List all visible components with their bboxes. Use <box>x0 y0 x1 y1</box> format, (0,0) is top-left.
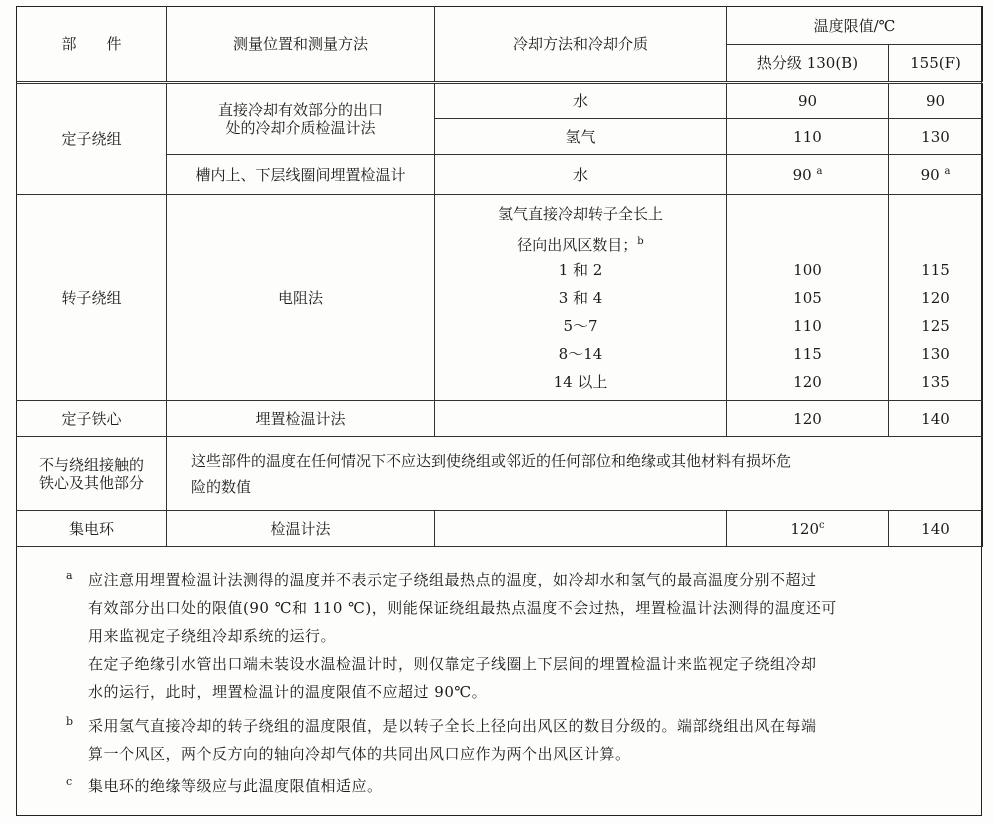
limit-class-b: 110 <box>727 119 889 155</box>
limit-value: 110 <box>793 316 822 335</box>
limit-class-f: 140 <box>889 511 983 547</box>
footnote-line: 有效部分出口处的限值(90 ℃和 110 ℃)，则能保证绕组最热点温度不会过热，埋置检温计法测得的温度还可 <box>88 599 837 617</box>
limit-value: 125 <box>921 316 950 335</box>
stator-core-label: 定子铁心 <box>17 401 167 437</box>
limit-value: 120 <box>793 372 822 391</box>
other-parts-text-line: 险的数值 <box>191 477 252 496</box>
cooling-medium: 水 <box>435 155 727 195</box>
header-temperature-limit: 温度限值/℃ <box>727 7 983 45</box>
header-part: 部 件 <box>17 7 167 83</box>
limit-class-f: 140 <box>889 401 983 437</box>
limit-value: 130 <box>921 344 950 363</box>
rotor-cooling-line <box>435 228 726 256</box>
other-parts-label-line: 铁心及其他部分 <box>38 473 144 492</box>
footnote-c <box>66 772 968 800</box>
rotor-cooling-line: 氢气直接冷却转子全长上 <box>497 204 663 223</box>
limit-value: 115 <box>921 260 950 279</box>
zone-count: 14 以上 <box>553 372 608 391</box>
header-class-f: 155(F) <box>889 45 983 83</box>
zone-count: 5～7 <box>563 316 598 335</box>
limit-value: 135 <box>921 372 950 391</box>
stator-core-cooling <box>435 401 727 437</box>
slip-ring-cooling <box>435 511 727 547</box>
stator-outlet-method <box>167 83 435 155</box>
temperature-limit-table <box>16 6 983 547</box>
footnotes <box>16 554 982 816</box>
header-class-b: 热分级 130(B) <box>727 45 889 83</box>
rotor-limits-class-b <box>727 195 889 401</box>
cooling-medium: 氢气 <box>435 119 727 155</box>
slip-ring-method: 检温计法 <box>167 511 435 547</box>
other-parts-description <box>167 437 983 511</box>
stator-slot-method: 槽内上、下层线圈间埋置检温计 <box>167 155 435 195</box>
slip-ring-label: 集电环 <box>17 511 167 547</box>
rotor-cooling-text: 径向出风区数目； <box>517 235 638 254</box>
limit-value: 90 <box>792 165 812 184</box>
limit-class-f: 90 <box>889 83 983 119</box>
stator-core-method: 埋置检温计法 <box>167 401 435 437</box>
limit-class-f: 130 <box>889 119 983 155</box>
footnote-line: 应注意用埋置检温计法测得的温度并不表示定子绕组最热点的温度，如冷却水和氢气的最高温度分别不超过 <box>88 571 817 589</box>
other-parts-label-line: 不与绕组接触的 <box>38 455 144 474</box>
limit-value: 105 <box>793 288 822 307</box>
cooling-medium: 水 <box>435 83 727 119</box>
limit-class-b <box>727 511 889 547</box>
limit-value: 115 <box>793 344 822 363</box>
rotor-cooling-zones <box>435 195 727 401</box>
limit-value: 120 <box>790 519 820 538</box>
footnote-ref: a <box>944 165 951 177</box>
limit-class-b: 120 <box>727 401 889 437</box>
footnote-mark: b <box>66 715 74 728</box>
header-cooling: 冷却方法和冷却介质 <box>435 7 727 83</box>
stator-outlet-method-line: 处的冷却介质检温计法 <box>225 119 376 137</box>
footnote-line: 算一个风区，两个反方向的轴向冷却气体的共同出风口应作为两个出风区计算。 <box>88 745 631 763</box>
other-parts-label <box>17 437 167 511</box>
footnote-ref: c <box>819 519 825 531</box>
header-method: 测量位置和测量方法 <box>167 7 435 83</box>
footnote-ref: a <box>816 165 823 177</box>
footnote-line: 集电环的绝缘等级应与此温度限值相适应。 <box>88 777 383 795</box>
stator-outlet-method-line: 直接冷却有效部分的出口 <box>217 101 383 119</box>
rotor-method: 电阻法 <box>167 195 435 401</box>
limit-class-b: 90 <box>727 83 889 119</box>
other-parts-text-line: 这些部件的温度在任何情况下不应达到使绕组或邻近的任何部位和绝缘或其他材料有损坏危 <box>191 451 792 470</box>
footnote-line: 水的运行，此时，埋置检温计的温度限值不应超过 90℃。 <box>88 683 488 701</box>
limit-value: 100 <box>793 260 822 279</box>
zone-count: 3 和 4 <box>558 288 603 307</box>
rotor-winding-label: 转子绕组 <box>17 195 167 401</box>
footnote-mark: a <box>66 569 73 582</box>
footnote-line: 在定子绝缘引水管出口端未装设水温检温计时，则仅靠定子线圈上下层间的埋置检温计来监视定子绕组冷却 <box>88 655 817 673</box>
footnote-mark: c <box>66 775 73 788</box>
rotor-limits-class-f <box>889 195 983 401</box>
limit-value: 120 <box>921 288 950 307</box>
zone-count: 1 和 2 <box>558 260 603 279</box>
footnote-ref: b <box>637 235 644 247</box>
footnote-line: 用来监视定子绕组冷却系统的运行。 <box>88 627 337 645</box>
stator-winding-label: 定子绕组 <box>17 83 167 195</box>
limit-class-f <box>889 155 983 195</box>
limit-class-b <box>727 155 889 195</box>
footnote-b <box>66 712 968 768</box>
zone-count: 8～14 <box>558 344 603 363</box>
footnote-line: 采用氢气直接冷却的转子绕组的温度限值，是以转子全长上径向出风区的数目分级的。端部绕组出风在每端 <box>88 717 817 735</box>
limit-value: 90 <box>920 165 940 184</box>
footnote-a <box>66 566 968 706</box>
